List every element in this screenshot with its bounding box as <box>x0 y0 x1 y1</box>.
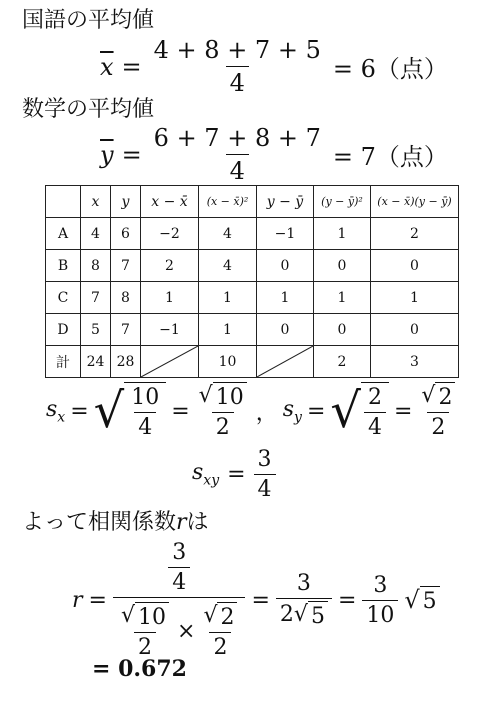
equals-sign: = <box>171 398 190 424</box>
equals-sign: = <box>227 462 246 487</box>
table-cell: 0 <box>257 314 314 346</box>
sy-sqrt-fraction <box>330 382 389 440</box>
table-cell: −1 <box>141 314 199 346</box>
header-cell: y − ȳ <box>257 186 314 218</box>
sxy-symbol: $s_{xy}$ <box>192 460 220 489</box>
table-cell: 2 <box>141 250 199 282</box>
table-cell: D <box>46 314 81 346</box>
table-cell: 0 <box>314 314 371 346</box>
table-cell: 8 <box>81 250 111 282</box>
diagonal-slash <box>141 346 198 377</box>
fraction-denominator: 4 <box>226 154 249 185</box>
equals-sign: = <box>121 52 142 81</box>
table-cell: 4 <box>199 250 257 282</box>
table-cell: 2 <box>314 346 371 378</box>
table-cell: −2 <box>141 218 199 250</box>
table-cell: 6 <box>111 218 141 250</box>
sugaku-mean-equation <box>100 124 448 185</box>
correlation-equation <box>72 540 440 660</box>
header-cell <box>46 186 81 218</box>
table-cell: 7 <box>81 282 111 314</box>
radicand: $\frac{2}{4}$ <box>361 382 389 440</box>
header-cell: (x − x̄)² <box>199 186 257 218</box>
table-cell: 0 <box>371 314 459 346</box>
table-cell: 0 <box>257 250 314 282</box>
radical-sign: √ <box>330 383 361 439</box>
table-header-row <box>46 186 459 218</box>
deviation-table <box>45 185 459 378</box>
header-cell: (y − ȳ)² <box>314 186 371 218</box>
table-cell: 0 <box>314 250 371 282</box>
correlation-step3: $\frac{3}{10}$ <box>362 573 398 628</box>
correlation-step3-sqrt: √ 5 <box>404 586 439 614</box>
table-row <box>46 314 459 346</box>
table-cell: 1 <box>199 282 257 314</box>
table-cell: 1 <box>371 282 459 314</box>
fraction-denominator: 4 <box>226 66 249 97</box>
sy-simplified: √ 2 2 <box>417 382 459 440</box>
kokugo-heading: 国語の平均値 <box>22 8 155 33</box>
empty-slash-cell <box>257 346 314 378</box>
table-cell: 1 <box>141 282 199 314</box>
table-cell: 3 <box>371 346 459 378</box>
correlation-step2: 3 2 √ 5 <box>276 571 332 629</box>
table-cell: 1 <box>314 282 371 314</box>
radical-sign: √ <box>93 383 125 439</box>
table-cell: −1 <box>257 218 314 250</box>
sugaku-fraction <box>150 124 325 185</box>
table-cell: 0 <box>371 250 459 282</box>
table-cell: 28 <box>111 346 141 378</box>
correlation-lead: よって相関係数rは <box>22 510 209 535</box>
table-cell: 4 <box>81 218 111 250</box>
sx-sqrt-fraction <box>94 382 167 440</box>
table-cell: 1 <box>257 282 314 314</box>
table-cell: 24 <box>81 346 111 378</box>
header-cell: x <box>81 186 111 218</box>
equals-sign: = <box>88 587 107 613</box>
equals-sign: = <box>121 140 142 169</box>
sy-symbol: $s_y$ <box>282 396 302 426</box>
equals-sign: = <box>393 398 413 424</box>
empty-slash-cell <box>141 346 199 378</box>
header-cell: x − x̄ <box>141 186 199 218</box>
sx-symbol: $s_x$ <box>46 396 66 426</box>
table-row <box>46 282 459 314</box>
covariance-equation <box>192 447 276 502</box>
table-row <box>46 250 459 282</box>
table-cell: 4 <box>199 218 257 250</box>
table-row <box>46 218 459 250</box>
equals-sign: = <box>306 398 326 424</box>
table-cell: 1 <box>199 314 257 346</box>
header-cell: (x − x̄)(y − ȳ) <box>371 186 459 218</box>
table-cell: A <box>46 218 81 250</box>
equals-sign: = <box>70 398 89 424</box>
sxy-fraction: $\frac{3}{4}$ <box>254 447 276 502</box>
table-cell: 2 <box>371 218 459 250</box>
std-dev-equations <box>46 382 459 440</box>
r-symbol: r <box>72 587 83 613</box>
sx-simplified: √ 10 2 <box>195 382 251 440</box>
table-total-row <box>46 346 459 378</box>
y-bar: $\overline{y}$ <box>100 140 114 169</box>
table-cell: 5 <box>81 314 111 346</box>
table-cell: 10 <box>199 346 257 378</box>
table-cell: C <box>46 282 81 314</box>
correlation-big-fraction: $\frac{3}{4}$ √ 10 2 × √ 2 2 <box>113 540 246 660</box>
diagonal-slash <box>257 346 313 377</box>
radicand: $\frac{10}{4}$ <box>124 382 166 440</box>
kokugo-result: = 6（点） <box>332 55 448 83</box>
table-cell: 1 <box>314 218 371 250</box>
fraction-numerator: 4 + 8 + 7 + 5 <box>153 36 321 64</box>
sugaku-heading: 数学の平均値 <box>22 97 155 122</box>
separator-comma: ， <box>255 400 278 426</box>
x-bar: $\overline{x}$ <box>100 52 114 81</box>
header-cell: y <box>111 186 141 218</box>
kokugo-mean-equation <box>100 36 448 97</box>
sugaku-result: = 7（点） <box>332 143 448 171</box>
fraction-numerator: 6 + 7 + 8 + 7 <box>153 124 321 152</box>
correlation-final-value: = 0.672 <box>92 656 187 682</box>
table-cell: 7 <box>111 250 141 282</box>
table-cell: 8 <box>111 282 141 314</box>
total-label: 計 <box>46 346 81 378</box>
equals-sign: = <box>337 587 357 613</box>
kokugo-fraction <box>150 36 325 97</box>
equals-sign: = <box>251 587 270 613</box>
table-cell: B <box>46 250 81 282</box>
table-cell: 7 <box>111 314 141 346</box>
